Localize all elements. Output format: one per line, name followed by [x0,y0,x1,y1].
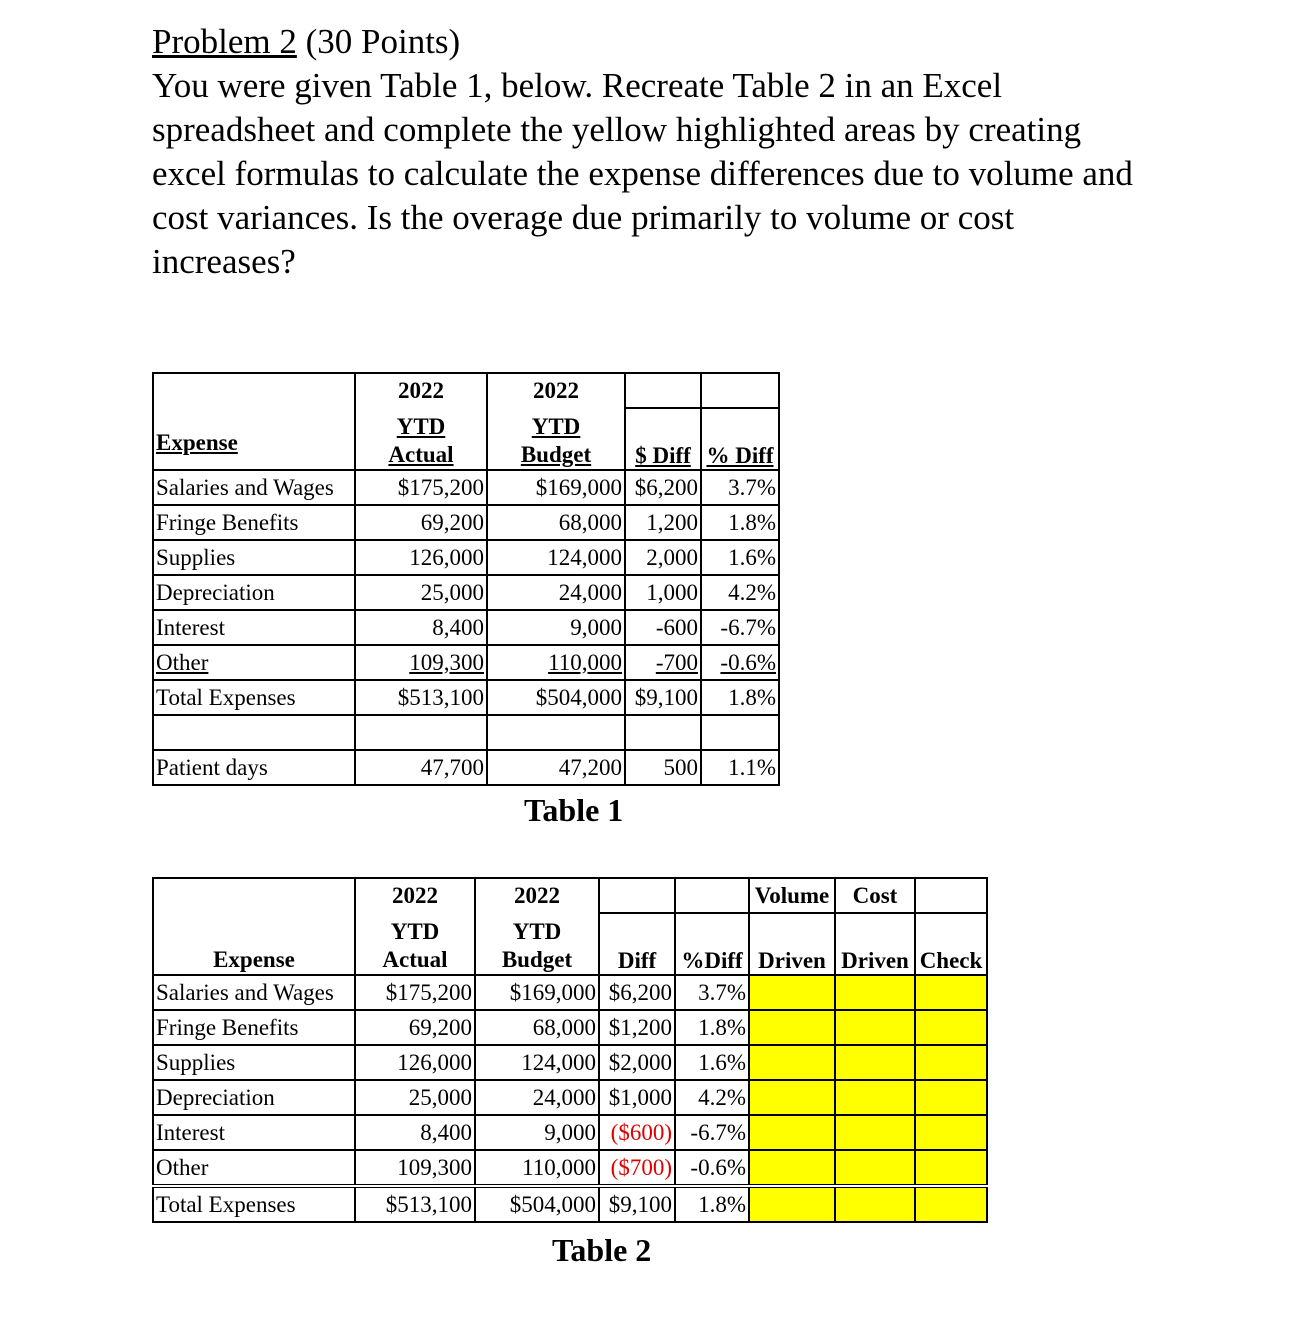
t2-year-budget: 2022 [475,878,599,913]
t1-ytd-budget-1: YTD [531,414,581,439]
t1-year-actual: 2022 [355,373,487,408]
volume-driven-cell[interactable] [749,975,835,1010]
t2-volume-driven-header: Driven [749,913,835,975]
t2-volume-header: Volume [749,878,835,913]
t2-check-header: Check [915,913,987,975]
volume-driven-cell[interactable] [749,1010,835,1045]
cost-driven-cell[interactable] [835,975,915,1010]
t2-ytd-budget-2: Budget [501,947,573,972]
table1-year-row [153,373,779,408]
table-row: Interest 8,400 9,000 ($600) -6.7% [153,1115,987,1150]
t1-diff-header: $ Diff [625,408,701,470]
t2-ytd-actual-1: YTD [390,919,440,944]
cost-driven-cell[interactable] [835,1150,915,1186]
t2-pct-header: %Diff [675,913,749,975]
t1-pct-header: % Diff [701,408,779,470]
table-2-caption: Table 2 [552,1232,652,1268]
t1-ytd-actual-2: Actual [388,442,454,467]
t2-ytd-actual-2: Actual [382,947,448,972]
check-cell[interactable] [915,1010,987,1045]
check-cell[interactable] [915,1150,987,1186]
table-row: Other 109,300 110,000 -700 -0.6% [153,645,779,680]
table-row: Other 109,300 110,000 ($700) -0.6% [153,1150,987,1186]
t2-expense-header: Expense [213,947,295,972]
table-row: Supplies 126,000 124,000 2,000 1.6% [153,540,779,575]
table-row: Salaries and Wages $175,200 $169,000 $6,200 3.7% [153,470,779,505]
table-row: Salaries and Wages $175,200 $169,000 $6,200 3.7% [153,975,987,1010]
table2-header-row [153,913,987,975]
cost-driven-cell[interactable] [835,1045,915,1080]
table-row: Interest 8,400 9,000 -600 -6.7% [153,610,779,645]
check-cell[interactable] [915,1080,987,1115]
check-cell[interactable] [915,1115,987,1150]
table-2 [152,877,988,1223]
table-row-spacer [153,715,779,750]
table-row: Fringe Benefits 69,200 68,000 1,200 1.8% [153,505,779,540]
volume-driven-cell[interactable] [749,1150,835,1186]
cost-driven-cell[interactable] [835,1080,915,1115]
t1-ytd-actual-1: YTD [396,414,446,439]
check-cell[interactable] [915,975,987,1010]
t2-diff-header: Diff [599,913,675,975]
t2-cost-header: Cost [835,878,915,913]
t1-expense-header: Expense [156,430,238,455]
table-row-patient-days: Patient days 47,700 47,200 500 1.1% [153,750,779,785]
table-1-caption: Table 1 [524,792,624,828]
cost-driven-cell[interactable] [835,1010,915,1045]
table-row: Depreciation 25,000 24,000 $1,000 4.2% [153,1080,987,1115]
table-row: Fringe Benefits 69,200 68,000 $1,200 1.8% [153,1010,987,1045]
t2-ytd-budget-1: YTD [512,919,562,944]
check-cell[interactable] [915,1045,987,1080]
table1-header-row [153,408,779,470]
t1-year-budget: 2022 [487,373,625,408]
problem-prompt [152,20,1152,284]
table-row: Total Expenses $513,100 $504,000 $9,100 1.8% [153,680,779,715]
volume-driven-cell[interactable] [749,1080,835,1115]
problem-title: Problem 2 [152,22,297,61]
table2-year-row [153,878,987,913]
t2-year-actual: 2022 [355,878,475,913]
cost-driven-cell[interactable] [835,1186,915,1222]
volume-driven-cell[interactable] [749,1115,835,1150]
check-cell[interactable] [915,1186,987,1222]
volume-driven-cell[interactable] [749,1186,835,1222]
table-row: Depreciation 25,000 24,000 1,000 4.2% [153,575,779,610]
problem-body: You were given Table 1, below. Recreate Table 2 in an Excel spreadsheet and complete the yellow highlighted areas by creating excel formulas to calculate the expense differences due to volume and cost variances. Is the overage due primarily to volume or cost increases? [152,66,1133,281]
table-row: Supplies 126,000 124,000 $2,000 1.6% [153,1045,987,1080]
table-1 [152,372,780,786]
table-row-total: Total Expenses $513,100 $504,000 $9,100 1.8% [153,1186,987,1222]
t1-ytd-budget-2: Budget [520,442,592,467]
problem-points: (30 Points) [296,22,461,61]
cost-driven-cell[interactable] [835,1115,915,1150]
volume-driven-cell[interactable] [749,1045,835,1080]
t2-cost-driven-header: Driven [835,913,915,975]
